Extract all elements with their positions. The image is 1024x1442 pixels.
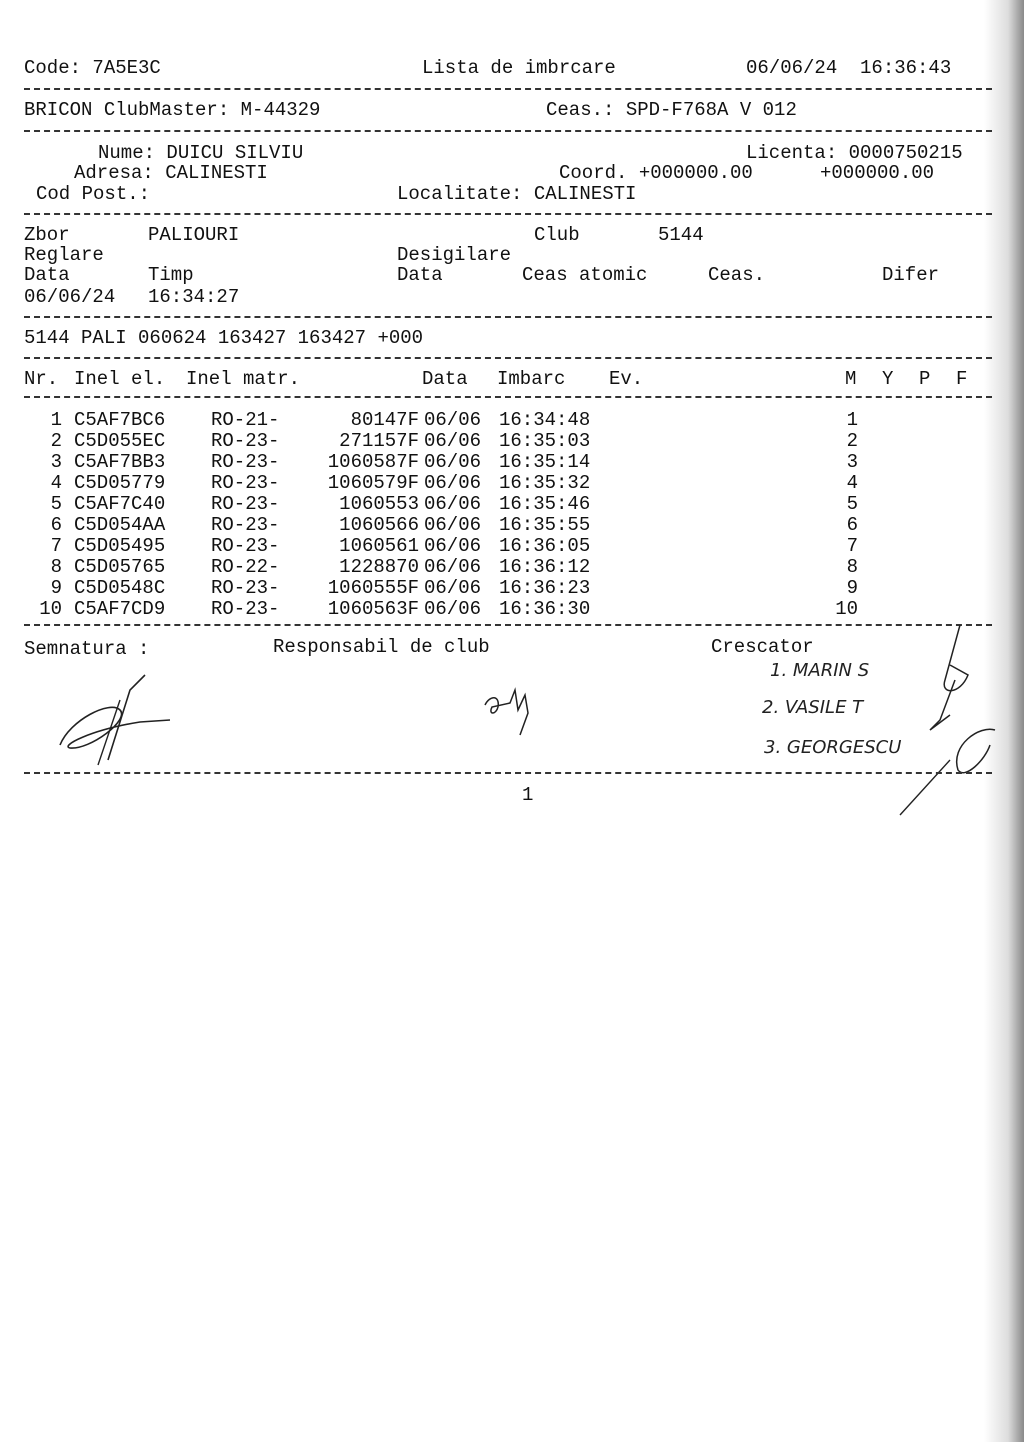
- signature-label: Semnatura :: [24, 638, 150, 660]
- cell-nr: 5: [50, 493, 62, 515]
- code-label: Code: 7A5E3C: [24, 57, 161, 79]
- cell-nr: 9: [50, 577, 62, 599]
- desigilare-label: Desigilare: [397, 244, 512, 266]
- divider: [24, 130, 992, 132]
- cell-time: 16:36:30: [499, 598, 591, 620]
- divider: [24, 316, 992, 318]
- cell-time: 16:36:23: [499, 577, 591, 599]
- cell-nr: 10: [39, 598, 62, 620]
- cell-m: 2: [846, 430, 858, 452]
- cell-prefix: RO-23-: [211, 535, 280, 557]
- cell-matr: 1228870: [339, 556, 419, 578]
- reglare-date: 06/06/24: [24, 286, 116, 308]
- cell-prefix: RO-23-: [211, 472, 280, 494]
- club-value: 5144: [658, 224, 704, 246]
- cell-m: 3: [846, 451, 858, 473]
- cell-nr: 2: [50, 430, 62, 452]
- reglare-time: 16:34:27: [148, 286, 240, 308]
- handwritten-name-3: 3. GEORGESCU: [764, 737, 902, 758]
- cell-nr: 3: [50, 451, 62, 473]
- cell-inel-el: C5AF7BB3: [74, 451, 166, 473]
- cell-m: 7: [846, 535, 858, 557]
- cell-time: 16:35:03: [499, 430, 591, 452]
- cell-m: 6: [846, 514, 858, 536]
- cell-matr: 1060587F: [327, 451, 419, 473]
- cell-inel-el: C5D05495: [74, 535, 166, 557]
- cell-matr: 1060555F: [327, 577, 419, 599]
- cell-data: 06/06: [424, 430, 482, 452]
- club-signature: [480, 685, 540, 745]
- cell-m: 10: [835, 598, 858, 620]
- cell-nr: 6: [50, 514, 62, 536]
- cell-data: 06/06: [424, 556, 482, 578]
- cell-data: 06/06: [424, 598, 482, 620]
- col-nr: Nr.: [24, 368, 59, 390]
- col-ev: Ev.: [609, 368, 644, 390]
- col-p: P: [919, 368, 931, 390]
- signature-scribble: [50, 660, 180, 770]
- flight-name: PALIOURI: [148, 224, 240, 246]
- timp-label: Timp: [148, 264, 194, 286]
- owner-postcode: Cod Post.:: [36, 183, 151, 205]
- col-f: F: [956, 368, 968, 390]
- cell-m: 9: [846, 577, 858, 599]
- reglare-label: Reglare: [24, 244, 104, 266]
- cell-nr: 8: [50, 556, 62, 578]
- cell-data: 06/06: [424, 535, 482, 557]
- page-number: 1: [522, 784, 534, 806]
- clock-id: Ceas.: SPD-F768A V 012: [546, 99, 797, 121]
- difer-label: Difer: [882, 264, 940, 286]
- cell-prefix: RO-23-: [211, 493, 280, 515]
- cell-inel-el: C5D0548C: [74, 577, 166, 599]
- divider: [24, 624, 992, 626]
- cell-data: 06/06: [424, 472, 482, 494]
- cell-data: 06/06: [424, 577, 482, 599]
- cell-matr: 1060563F: [327, 598, 419, 620]
- cell-matr: 1060566: [339, 514, 419, 536]
- owner-coord: Coord. +000000.00: [559, 162, 753, 184]
- cell-inel-el: C5AF7CD9: [74, 598, 166, 620]
- cell-time: 16:34:48: [499, 409, 591, 431]
- data-label: Data: [24, 264, 70, 286]
- cell-matr: 1060561: [339, 535, 419, 557]
- cell-matr: 271157F: [339, 430, 419, 452]
- desigilare-data-label: Data: [397, 264, 443, 286]
- cell-time: 16:36:05: [499, 535, 591, 557]
- cell-data: 06/06: [424, 409, 482, 431]
- cell-time: 16:36:12: [499, 556, 591, 578]
- cell-m: 4: [846, 472, 858, 494]
- cell-matr: 80147F: [350, 409, 419, 431]
- cell-prefix: RO-23-: [211, 598, 280, 620]
- cell-inel-el: C5D05765: [74, 556, 166, 578]
- cell-inel-el: C5D054AA: [74, 514, 166, 536]
- cell-m: 5: [846, 493, 858, 515]
- col-data: Data: [422, 368, 468, 390]
- col-inel-el: Inel el.: [74, 368, 166, 390]
- flight-summary: 5144 PALI 060624 163427 163427 +000: [24, 327, 424, 349]
- cell-matr: 1060553: [339, 493, 419, 515]
- cell-time: 16:35:14: [499, 451, 591, 473]
- cell-prefix: RO-23-: [211, 577, 280, 599]
- owner-license: Licenta: 0000750215: [746, 142, 963, 164]
- divider: [24, 357, 992, 359]
- breeder-signatures: [890, 620, 1000, 820]
- club-responsible-label: Responsabil de club: [273, 636, 490, 658]
- cell-inel-el: C5D055EC: [74, 430, 166, 452]
- divider: [24, 88, 992, 90]
- cell-data: 06/06: [424, 514, 482, 536]
- owner-coord-2: +000000.00: [820, 162, 935, 184]
- col-m: M: [845, 368, 857, 390]
- col-imbarc: Imbarc: [497, 368, 566, 390]
- cell-data: 06/06: [424, 493, 482, 515]
- col-inel-matr: Inel matr.: [186, 368, 301, 390]
- cell-m: 1: [846, 409, 858, 431]
- cell-inel-el: C5AF7BC6: [74, 409, 166, 431]
- cell-prefix: RO-23-: [211, 430, 280, 452]
- cell-data: 06/06: [424, 451, 482, 473]
- ceas-label: Ceas.: [708, 264, 766, 286]
- owner-locality: Localitate: CALINESTI: [397, 183, 637, 205]
- breeder-label: Crescator: [711, 636, 814, 658]
- cell-time: 16:35:32: [499, 472, 591, 494]
- ceas-atomic-label: Ceas atomic: [522, 264, 648, 286]
- club-label: Club: [534, 224, 580, 246]
- cell-prefix: RO-22-: [211, 556, 280, 578]
- header-datetime: 06/06/24 16:36:43: [746, 57, 952, 79]
- cell-prefix: RO-21-: [211, 409, 280, 431]
- flight-label: Zbor: [24, 224, 70, 246]
- divider: [24, 396, 992, 398]
- cell-nr: 4: [50, 472, 62, 494]
- divider: [24, 213, 992, 215]
- cell-nr: 7: [50, 535, 62, 557]
- cell-prefix: RO-23-: [211, 451, 280, 473]
- cell-inel-el: C5AF7C40: [74, 493, 166, 515]
- cell-m: 8: [846, 556, 858, 578]
- cell-time: 16:35:46: [499, 493, 591, 515]
- divider: [24, 772, 992, 774]
- cell-matr: 1060579F: [327, 472, 419, 494]
- owner-address: Adresa: CALINESTI: [74, 162, 268, 184]
- cell-prefix: RO-23-: [211, 514, 280, 536]
- cell-inel-el: C5D05779: [74, 472, 166, 494]
- owner-name: Nume: DUICU SILVIU: [98, 142, 304, 164]
- handwritten-name-2: 2. VASILE T: [762, 697, 864, 718]
- cell-nr: 1: [50, 409, 62, 431]
- clubmaster-label: BRICON ClubMaster: M-44329: [24, 99, 321, 121]
- handwritten-name-1: 1. MARIN S: [770, 660, 870, 681]
- cell-time: 16:35:55: [499, 514, 591, 536]
- col-y: Y: [882, 368, 894, 390]
- document-title: Lista de imbrcare: [422, 57, 616, 79]
